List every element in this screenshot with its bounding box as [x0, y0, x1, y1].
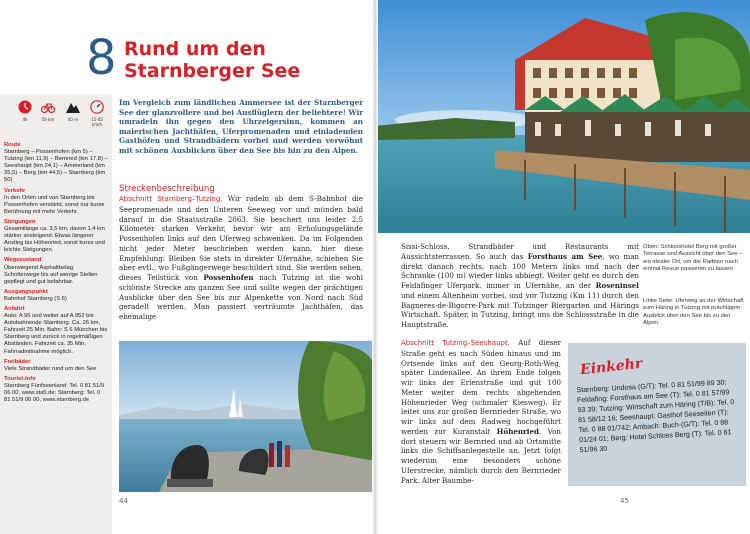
fact-text: In den Orten und von Starnberg bis Possenhofen verstärkt, sonst nur kurze Berührung mit mehr Verkehr. [4, 194, 105, 215]
body-text-right [401, 242, 639, 330]
body-text: und einem Altenheim vorbei, und vor Tutzing (Km 11) durch den Bagneres-de-Bigorre-Park mit Tutzinger Biergarten und Härings Wirtschaft. Später, in Tutzing, bringt uns die Schlossstraße in die Hauptstraße. [401, 290, 639, 329]
tour-stats [14, 100, 108, 127]
einkehr-box [568, 343, 746, 486]
fact-heading: Freibäder [4, 358, 31, 365]
body-text: Sissi-Schloss, Strandbäder und Restaurants mit Aussichtsterrassen. So auch das [401, 242, 639, 261]
einkehr-title: Einkehr [579, 355, 644, 379]
section-heading: Streckenbeschreibung [119, 184, 215, 194]
page-number-right: 45 [620, 497, 629, 505]
fact-heading: Wegezustand [4, 257, 42, 264]
right-page [375, 0, 750, 534]
chapter-number: 8 [86, 30, 117, 86]
fact-heading: Anfahrt [4, 305, 25, 312]
mountains-icon [66, 100, 80, 114]
book-gutter [372, 0, 378, 534]
speed-label: 15-45 km/h [91, 117, 103, 127]
schlosshotel-photo [375, 0, 750, 233]
chapter-title-line-1: Rund um den [124, 38, 266, 60]
fact-text: Gesamtlänge ca. 3,5 km, davon 1,4 km stärker ansteigend. Etwas längerer Anstieg bis Höhenried, sonst kurze und leichte Steigungen. [4, 226, 105, 254]
fact-text: Starnberg – Possenhofen (km 5) – Tutzing (km 11,9) – Bernried (km 17,8) – Seeshaupt (km 24,1) – Ammerland (km 35,5) – Berg (km 44,5) – Starnberg (km 50) [4, 149, 108, 184]
chapter-title [124, 38, 354, 82]
body-text: Wir radeln ab dem S-Bahnhof die Seepromenade und den Unteren Seeweg vor und münden bald darauf in die Staatsstraße 2063. Sie beschert uns leider 2,5 Kilometer starken Verkehr, bevor wir am Erholungsgelände Possenhofen links auf den Uferweg schwenken. Da im Folgenden nicht jeder Meter beschrieben werden kann, hier diese Empfehlung: Bleiben Sie stets in direkter Ufernähe, schieben Sie aber evtl., wo Fußgängerwege beschildert sind. Sie werden sehen, dieses Teilstück von [119, 194, 363, 282]
chapter-title-line-2: Starnberger See [124, 60, 301, 82]
distance-label: 50 km [41, 117, 55, 122]
sidebar-facts [4, 142, 108, 404]
place-name: Forsthaus am See [527, 251, 603, 261]
fact-text: Bahnhof Starnberg (S 6) [4, 295, 67, 302]
duration-label: 4h [22, 117, 28, 122]
clock-icon [18, 100, 32, 114]
fact-text: Auto: A 95 und weiter auf A 952 bis Autobahnende Starnberg. Ca. 26 km, Fahrzeit 25 Min. Bahn: S 6 München bis Starnberg und zurück in regelmäßigen Abständen. Fahrzeit ca. 35 Min. Fahrradmitnahme möglich. [4, 313, 108, 355]
speedometer-icon [90, 100, 104, 114]
body-text: . Von dort steuern wir Bernried und ab Ortsmitte links die Schiffsanlegestelle an. Jetzt folgt wiederum eine besonders schöne Uferstrecke, nämlich durch den Bernrieder Park. Alter Baumbe- [401, 426, 561, 485]
body-text: nach Tutzing ist die wohl schönste Strecke am ganzen See und sollte wegen der prächtigen Ausblicke über den See bis zur Alpenkette von Nord nach Süd geradelt werden. Man passiert verträumte Jachthäfen, das ehemalige [119, 273, 363, 321]
fact-text: Starnberg Fünfseenland: Tel. 0 81 51/9 06 00, www.sta5.de; Starnberg: Tel. 0 81 51/9 06 00, www.starnberg.de [4, 382, 105, 404]
section-subheading: Abschnitt Starnberg–Tutzing. [119, 195, 223, 203]
photo-caption-top: Oben: Schlosshotel Berg mit großer Terrasse und Aussicht über den See – ein idealer Ort, um die Radtour nach einmal Revue passieren zu lassen. [643, 244, 743, 273]
body-text: Auf dieser Straße geht es nach Süden hinaus und im Ortsende links auf den Georg-Roth-Weg, später Lindenallee. An ihrem Ende folgen wir links der Erlenstraße und gut 100 Meter weiter dem rechts abgehenden Höhenrieder Weg (schmaler Kiesweg). Er leitet uns zur großen Bernrieder Straße, wo wir links auf dem Radweg hochgeführt werden zur Kuranstalt [401, 338, 561, 436]
body-text: , wo man direkt danach rechts, nach 100 Metern links und nach der Schranke (100 m) wieder links abbiegt. Weiter geht es durch den Feldafinger Uferpark, immer in Ufernähe, an der [401, 251, 639, 290]
fact-text: Überwiegend Asphaltbelag, Schotterwege bis auf wenige Stellen gepflegt und gut befahrbar. [4, 264, 98, 285]
place-name: Roseninsel [595, 281, 639, 290]
body-text-right-lower [401, 338, 561, 485]
section-subheading: Abschnitt Tutzing–Seeshaupt. [401, 339, 510, 347]
body-text-left [119, 194, 363, 322]
lake-shore-photo [119, 341, 375, 492]
fact-heading: Tourist-Info [4, 375, 36, 382]
fact-text: Viele Strandbäder rund um den See [4, 365, 97, 372]
bicycle-icon [41, 100, 55, 114]
fact-heading: Verkehr [4, 187, 26, 194]
place-name: Possenhofen [203, 273, 254, 282]
photo-caption-left: Linke Seite: Uferweg an der Wirtschaft zum Häring in Tutzing mit prächtigem Ausblick über den See bis zu den Alpen. [643, 298, 744, 327]
page-number-left: 44 [119, 497, 128, 505]
elevation-label: 40 m [67, 117, 79, 122]
fact-heading: Route [4, 142, 21, 148]
place-name: Höhenried [496, 426, 539, 436]
fact-heading: Steigungen [4, 218, 36, 225]
intro-paragraph: Im Vergleich zum ländlichen Ammersee ist der Starnberger See der glanzvollere und bei Ausflüglern der beliebtere! Wir umradeln ihn gegen den Uhrzeigersinn, kommen an malerischen Jachthäfen, Uferpromenaden und einladenden Gasthöfen und Strandbädern vorbei und werden verwöhnt mit schönen Ausblicken über den See bis hin zu den Alpen. [119, 98, 363, 155]
einkehr-text: Starnberg: Undosa (G/T): Tel. 0 81 51/99 89 30; Feldafing: Forsthaus am See (T): Tel. 0 81 57/99 93 39; Tutzing: Wirtschaft zum Häring (T/B): Tel. 0 81 58/12 16; Seeshaupt: Gasthof Seeseiten (T): Tel. 0 88 01/742; Ambach: Buch-(G/T): Tel. 0 88 01/24 01; Berg: Hotel Schloss Berg (T): Tel. 0 81 51/96 30 [576, 378, 735, 455]
fact-heading: Ausgangspunkt [4, 288, 48, 295]
